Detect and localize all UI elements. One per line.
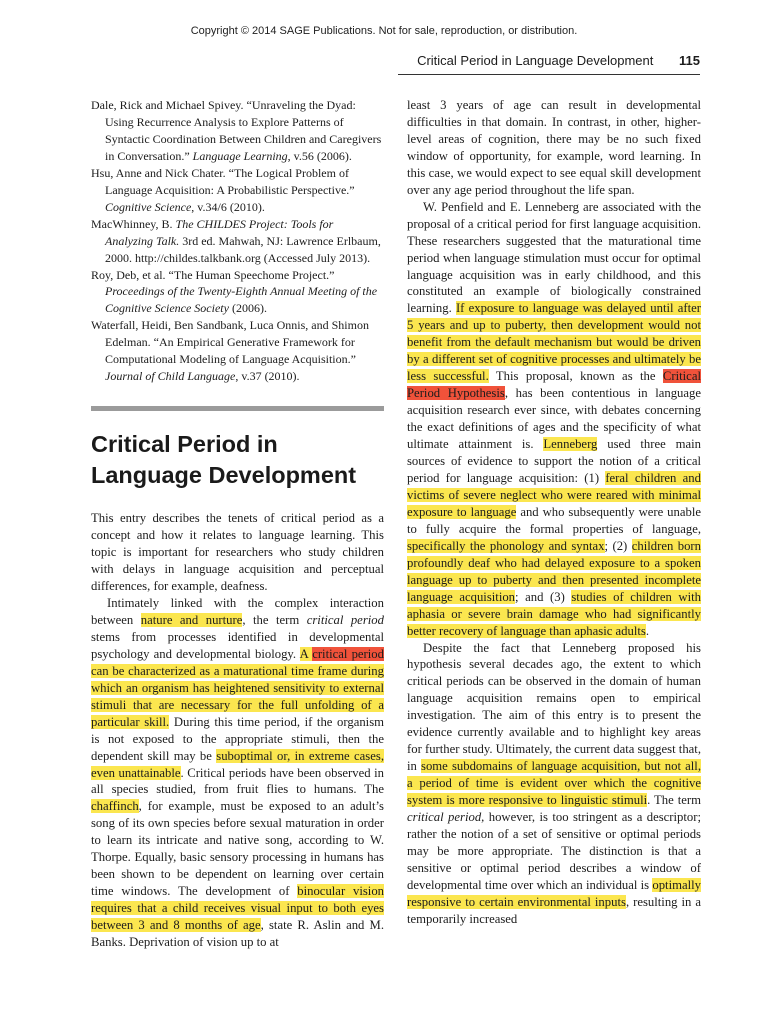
yellow-highlight: children born profoundly deaf who had delayed exposure to a spoken language up to puberty and then presented incomplete language acquisition	[407, 538, 701, 604]
yellow-highlight: optimally responsive to certain environmental inputs	[407, 877, 701, 909]
yellow-highlight: some subdomains of language acquisition, but not all, a period of time is evident over which the cognitive system is more responsive to linguistic stimuli	[407, 759, 701, 808]
body-paragraph: Intimately linked with the complex interaction between nature and nurture, the term critical period stems from processes identified in developmental psychology and developmental biology. A critical period can be characterized as a maturational time frame during which an organism has heightened sensitivity to external stimuli that are necessary for the full unfolding of a particular skill. During this time period, if the organism is not exposed to the appropriate stimuli, then the dependent skill may be suboptimal or, in extreme cases, even unattainable. Critical periods have been observed in all species studied, from fruit flies to humans. The chaffinch, for example, must be exposed to an adult’s song of its own species before sexual maturation in order to learn its intricate and native song, according to W. Thorpe. Equally, basic sensory processing in humans has been shown to be dependent on learning over certain time windows. The development of binocular vision requires that a child receives visual input to both eyes between 3 and 8 months of age, state R. Aslin and M. Banks. Deprivation of vision up to at	[91, 595, 385, 950]
reference-entry: Hsu, Anne and Nick Chater. “The Logical Problem of Language Acquisition: A Probabilistic Perspective.” Cognitive Science, v.34/6 (2010).	[91, 165, 355, 214]
page-number: 115	[679, 53, 700, 68]
red-highlight: critical period	[312, 646, 384, 661]
body-paragraph: This entry describes the tenets of critical period as a concept and how it relates to language learning. This topic is important for researchers who study children with delays in language acquisition and perceptual differences, for example, deafness.	[91, 511, 384, 594]
yellow-highlight: Lenneberg	[543, 437, 598, 452]
running-head-title: Critical Period in Language Development	[417, 53, 654, 68]
entry-title: Critical Period in Language Development	[91, 431, 357, 489]
yellow-highlight: nature and nurture	[140, 612, 243, 627]
right-column	[407, 97, 701, 928]
body-paragraph: Despite the fact that Lenneberg proposed his hypothesis several decades ago, the extent to which critical periods can be observed in the domain of human language acquisition remains open to empirical investigation. The aim of this entry is to present the evidence currently available and to highlight key areas for further study. Ultimately, the current data suggest that, in some subdomains of language acquisition, but not all, a period of time is evident over which the cognitive system is more responsive to linguistic stimuli. The term critical period, however, is too stringent as a descriptor; rather the notion of a set of sensitive or optimal periods may be more appropriate. The distinction is that a sensitive or optimal period describes a window of developmental time over which an individual is optimally responsive to certain environmental inputs, resulting in a temporarily increased	[407, 640, 701, 926]
yellow-highlight: suboptimal or, in extreme cases, even unattainable	[91, 748, 384, 780]
red-highlight: Critical Period Hypothesis	[407, 369, 701, 401]
reference-entry: MacWhinney, B. The CHILDES Project: Tools for Analyzing Talk. 3rd ed. Mahwah, NJ: Lawrence Erlbaum, 2000. http://childes.talkbank.org (Accessed July 2013).	[91, 216, 381, 265]
body-paragraph: least 3 years of age can result in developmental difficulties in that domain. In contrast, in other, higher-level areas of cognition, there may be no such fixed window of opportunity, for example, word learning. In this case, we would expect to see equal skill development over any age period throughout the life span.	[407, 98, 701, 197]
copyright-notice: Copyright © 2014 SAGE Publications. Not for sale, reproduction, or distribution.	[190, 25, 578, 37]
header-rule	[398, 74, 700, 75]
left-body-text	[91, 510, 384, 951]
yellow-highlight: specifically the phonology and syntax	[407, 538, 605, 553]
yellow-highlight: studies of children with aphasia or severe brain damage who had significantly better recovery of language than aphasic adults	[407, 589, 701, 638]
yellow-highlight: feral children and victims of severe neglect who were reared with minimal exposure to language	[407, 470, 701, 519]
right-body-text	[407, 97, 701, 928]
left-column	[91, 97, 384, 951]
reference-entry: Roy, Deb, et al. “The Human Speechome Project.” Proceedings of the Twenty-Eighth Annual Meeting of the Cognitive Science Society (2006).	[91, 267, 378, 316]
reference-entry: Dale, Rick and Michael Spivey. “Unraveling the Dyad: Using Recurrence Analysis to Explore Patterns of Syntactic Coordination Between Children and Caregivers in Conversation.” Language Learning, v.56 (2006).	[91, 98, 382, 163]
yellow-highlight: binocular vision requires that a child receives visual input to both eyes between 3 and 8 months of age	[91, 884, 385, 933]
reference-entry: Waterfall, Heidi, Ben Sandbank, Luca Onnis, and Shimon Edelman. “An Empirical Generative Framework for Computational Modeling of Language Acquisition.” Journal of Child Language, v.37 (2010).	[91, 318, 369, 384]
yellow-highlight: can be characterized as a maturational time frame during which an organism has heightened sensitivity to external stimuli that are necessary for the full unfolding of a particular skill.	[91, 663, 384, 729]
yellow-highlight: A	[299, 646, 313, 661]
yellow-highlight: chaffinch	[91, 799, 139, 814]
section-divider	[91, 406, 384, 411]
running-head	[417, 53, 700, 68]
yellow-highlight: If exposure to language was delayed until after 5 years and up to puberty, then development would not benefit from the default mechanism but would be driven by a different set of cognitive processes and ultimately be less successful.	[407, 301, 701, 384]
reference-list	[91, 97, 384, 385]
body-paragraph: W. Penfield and E. Lenneberg are associated with the proposal of a critical period for first language acquisition. These researchers suggested that the maturational time period when language stimulation must occur for optimal language acquisition was in early childhood, and this constituted an example of biologically constrained learning. If exposure to language was delayed until after 5 years and up to puberty, then development would not benefit from the default mechanism but would be driven by a different set of cognitive processes and ultimately be less successful. This proposal, known as the Critical Period Hypothesis, has been contentious in language acquisition research ever since, with debates concerning the exact definitions of ages and the specificity of what ultimate attainment is. Lenneberg used three main sources of evidence to support the notion of a critical period for language acquisition: (1) feral children and victims of severe neglect who were reared with minimal exposure to language and who subsequently were unable to fully acquire the formal properties of language, specifically the phonology and syntax; (2) children born profoundly deaf who had delayed exposure to a spoken language up to puberty and then presented incomplete language acquisition; and (3) studies of children with aphasia or severe brain damage who had significantly better recovery of language than aphasic adults.	[407, 199, 702, 638]
